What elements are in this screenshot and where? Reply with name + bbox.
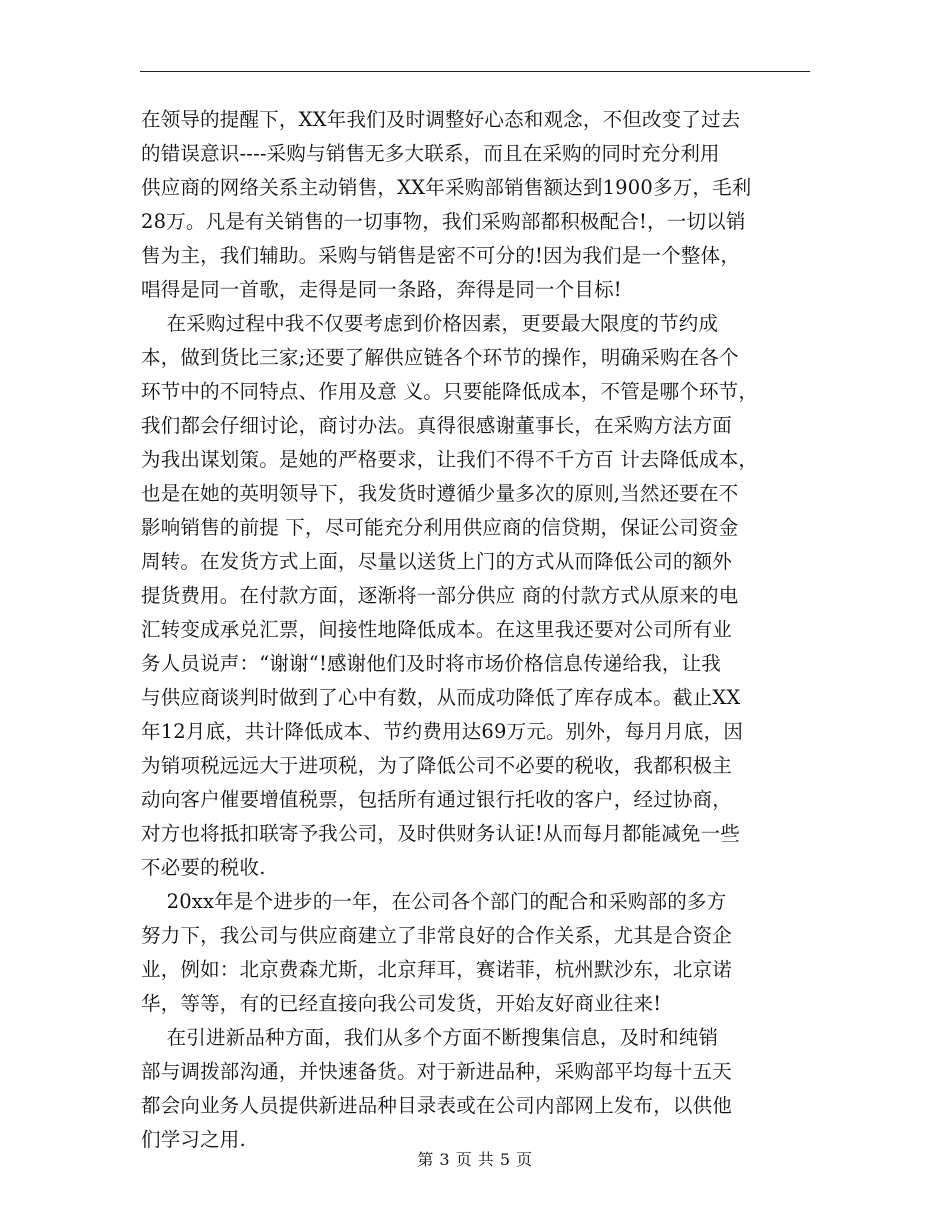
page-number-footer: 第 3 页 共 5 页	[417, 1150, 533, 1169]
text-line: 影响销售的前提 下，尽可能充分利用供应商的信贷期，保证公司资金	[141, 516, 739, 539]
text-line: 务人员说声：“谢谢“!感谢他们及时将市场价格信息传递给我，让我	[141, 652, 721, 675]
text-line: 我们都会仔细讨论，商讨办法。真得很感谢董事长，在采购方法方面	[141, 414, 733, 437]
text-line: 周转。在发货方式上面，尽量以送货上门的方式从而降低公司的额外	[141, 550, 733, 573]
header-rule	[140, 71, 810, 72]
text-line: 提货费用。在付款方面，逐渐将一部分供应 商的付款方式从原来的电	[141, 584, 739, 607]
text-line: 与供应商谈判时做到了心中有数，从而成功降低了库存成本。截止XX	[141, 686, 741, 709]
text-line: 对方也将抵扣联寄予我公司，及时供财务认证!从而每月都能减免一些	[141, 822, 741, 845]
text-line: 动向客户催要增值税票，包括所有通过银行托收的客户，经过协商，	[141, 788, 733, 811]
text-line: 20xx年是个进步的一年，在公司各个部门的配合和采购部的多方	[141, 890, 727, 913]
text-line: 在采购过程中我不仅要考虑到价格因素，更要最大限度的节约成	[141, 312, 719, 335]
text-line: 售为主，我们辅助。采购与销售是密不可分的!因为我们是一个整体，	[141, 244, 741, 267]
text-line: 28万。凡是有关销售的一切事物，我们采购部都积极配合!，一切以销	[141, 210, 746, 233]
body-text	[141, 103, 813, 1157]
text-line: 在领导的提醒下，XX年我们及时调整好心态和观念，不但改变了过去	[141, 108, 741, 131]
text-line: 的错误意识----采购与销售无多大联系，而且在采购的同时充分利用	[141, 142, 720, 165]
text-line: 为我出谋划策。是她的严格要求，让我们不得不千方百 计去降低成本，	[141, 448, 759, 471]
text-line: 部与调拨部沟通，并快速备货。对于新进品种，采购部平均每十五天	[141, 1060, 733, 1083]
text-line: 在引进新品种方面，我们从多个方面不断搜集信息，及时和纯销	[141, 1026, 719, 1049]
text-line: 也是在她的英明领导下，我发货时遵循少量多次的原则,当然还要在不	[141, 482, 739, 505]
text-line: 为销项税远远大于进项税，为了降低公司不必要的税收，我都积极主	[141, 754, 733, 777]
text-line: 不必要的税收.	[141, 856, 266, 879]
text-line: 本，做到货比三家;还要了解供应链各个环节的操作，明确采购在各个	[141, 346, 739, 369]
text-line: 年12月底，共计降低成本、节约费用达69万元。别外，每月月底，因	[141, 720, 744, 743]
text-line: 华，等等，有的已经直接向我公司发货，开始友好商业往来!	[141, 992, 662, 1015]
text-line: 努力下，我公司与供应商建立了非常良好的合作关系，尤其是合资企	[141, 924, 733, 947]
text-line: 们学习之用.	[141, 1128, 246, 1151]
text-line: 都会向业务人员提供新进品种目录表或在公司内部网上发布，以供他	[141, 1094, 733, 1117]
text-line: 业，例如：北京费森尤斯，北京拜耳，赛诺菲，杭州默沙东，北京诺	[141, 958, 733, 981]
text-line: 唱得是同一首歌，走得是同一条路，奔得是同一个目标!	[141, 278, 622, 301]
text-line: 汇转变成承兑汇票，间接性地降低成本。在这里我还要对公司所有业	[141, 618, 733, 641]
text-line: 供应商的网络关系主动销售，XX年采购部销售额达到1900多万，毛利	[141, 176, 752, 199]
text-line: 环节中的不同特点、作用及意 义。只要能降低成本，不管是哪个环节，	[141, 380, 759, 403]
